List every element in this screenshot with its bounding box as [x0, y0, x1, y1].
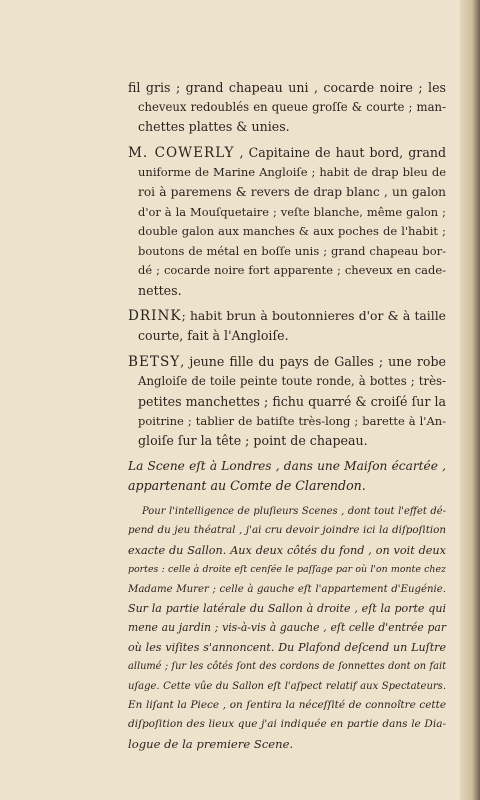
- text-line: [128, 143, 446, 164]
- text-line: Angloiſe de toile peinte toute ronde, à bottes ; très-: [138, 374, 446, 389]
- text-line: diſpoſition des lieux que j'ai indiquée en partie dans le Dia-: [128, 718, 446, 731]
- text-line: nettes.: [138, 282, 182, 298]
- text-line: uniforme de Marine Angloiſe ; habit de drap bleu de: [138, 165, 446, 180]
- text-line: roi à paremens & revers de drap blanc , un galon: [138, 184, 446, 199]
- character-name: BETSY: [128, 353, 181, 370]
- text-line: courte, fait à l'Angloiſe.: [138, 328, 289, 344]
- text-line: dé ; cocarde noire fort apparente ; cheveux en cade-: [138, 263, 446, 278]
- text-line: uſage. Cette vûe du Sallon eſt l'aſpect relatif aux Spectateurs.: [128, 680, 446, 692]
- text-line: Pour l'intelligence de pluſieurs Scenes , dont tout l'effet dé-: [142, 505, 446, 517]
- costume-continuation: [128, 78, 446, 137]
- text-line: Madame Murer ; celle à gauche eſt l'appartement d'Eugénie.: [128, 583, 446, 595]
- scene-setting: [128, 457, 446, 496]
- text-line: logue de la premiere Scene.: [128, 736, 294, 751]
- text-line: [128, 307, 446, 327]
- text-line: appartenant au Comte de Clarendon.: [128, 478, 366, 494]
- text-line: chettes plattes & unies.: [138, 119, 290, 135]
- text-fragment: , Capitaine de haut bord, grand: [234, 144, 446, 160]
- text-line: boutons de métal en boſſe unis ; grand chapeau bor-: [138, 243, 446, 258]
- text-line: allumé ; ſur les côtés ſont des cordons de ſonnettes dont on fait: [128, 661, 446, 673]
- text-line: double galon aux manches & aux poches de l'habit ;: [138, 224, 446, 239]
- text-line: petites manchettes ; fichu quarré & croiſé ſur la: [138, 393, 446, 409]
- character-drink: [128, 307, 446, 346]
- text-line: gloiſe ſur la tête ; point de chapeau.: [138, 433, 368, 449]
- text-line: Sur la partie latérale du Sallon à droite , eſt la porte qui: [128, 601, 446, 615]
- page-edge-shadow: [460, 0, 480, 800]
- text-line: poitrine ; tablier de batiſte très-long ; barette à l'An-: [138, 413, 446, 428]
- character-name: M. COWERLY: [128, 144, 235, 161]
- text-fragment: ; habit brun à boutonnieres d'or & à taille: [181, 308, 446, 323]
- page-text: [128, 78, 446, 760]
- text-line: exacte du Sallon. Aux deux côtés du fond , on voit deux: [128, 543, 446, 557]
- text-line: pend du jeu théatral , j'ai cru devoir joindre ici la diſpoſition: [128, 524, 446, 537]
- text-line: La Scene eſt à Londres , dans une Maiſon écartée ,: [128, 458, 446, 473]
- text-line: d'or à la Mouſquetaire ; veſte blanche, même galon ;: [138, 204, 446, 219]
- text-line: mene au jardin ; vis-à-vis à gauche , eſt celle d'entrée par: [128, 621, 446, 635]
- staging-note: [128, 502, 446, 754]
- character-name: DRINK: [128, 307, 182, 324]
- text-line: En liſant la Piece , on ſentira la néceſſité de connoître cette: [128, 698, 446, 711]
- text-line: où les viſites s'annoncent. Du Plafond deſcend un Luſtre: [128, 640, 446, 654]
- text-line: [128, 352, 446, 373]
- text-line: fil gris ; grand chapeau uni , cocarde noire ; les: [128, 80, 446, 95]
- text-line: cheveux redoublés en queue groſſe & courte ; man-: [138, 99, 446, 114]
- text-line: portes : celle à droite eſt cenſée le paſſage par où l'on monte chez: [128, 564, 446, 576]
- character-cowerly: [128, 143, 446, 301]
- text-fragment: , jeune fille du pays de Galles ; une robe: [180, 353, 446, 369]
- character-betsy: [128, 352, 446, 451]
